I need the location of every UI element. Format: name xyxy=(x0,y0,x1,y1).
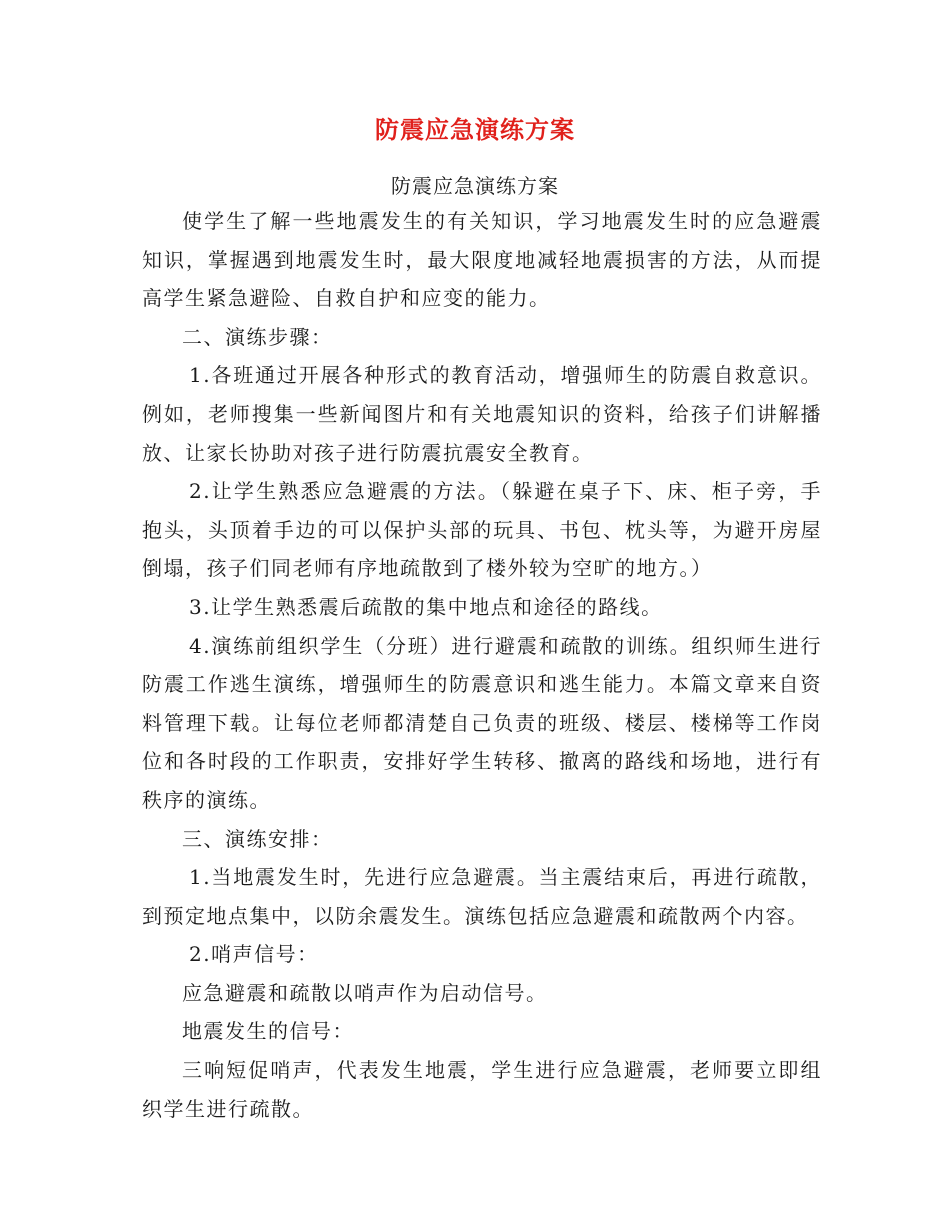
document-subtitle: 防震应急演练方案 xyxy=(391,174,559,198)
step-item-3: 3.让学生熟悉震后疏散的集中地点和途径的路线。 xyxy=(189,594,663,619)
section-heading-arrangement: 三、演练安排： xyxy=(182,826,333,851)
document-body xyxy=(142,202,822,1128)
intro-paragraph: 使学生了解一些地震发生的有关知识，学习地震发生时的应急避震知识，掌握遇到地震发生时，最大限度地减轻地震损害的方法，从而提高学生紧急避险、自救自护和应变的能力。 xyxy=(142,209,822,311)
step-item-2: 2.让学生熟悉应急避震的方法。（躲避在桌子下、床、柜子旁，手抱头，头顶着手边的可以保护头部的玩具、书包、枕头等，为避开房屋倒塌，孩子们同老师有序地疏散到了楼外较为空旷的地方。） xyxy=(142,479,822,581)
document-title: 防震应急演练方案 xyxy=(375,115,575,144)
step-item-4: 4.演练前组织学生（分班）进行避震和疏散的训练。组织师生进行防震工作逃生演练，增强师生的防震意识和逃生能力。本篇文章来自资料管理下载。让每位老师都清楚自己负责的班级、楼层、楼梯等工作岗位和各时段的工作职责，安排好学生转移、撤离的路线和场地，进行有秩序的演练。 xyxy=(142,633,822,812)
whistle-signal-paragraph: 应急避震和疏散以哨声作为启动信号。 xyxy=(182,980,548,1005)
arrangement-item-2: 2.哨声信号： xyxy=(189,942,319,967)
earthquake-signal-heading: 地震发生的信号： xyxy=(182,1019,354,1044)
step-item-1: 1.各班通过开展各种形式的教育活动，增强师生的防震自救意识。例如，老师搜集一些新闻图片和有关地震知识的资料，给孩子们讲解播放、让家长协助对孩子进行防震抗震安全教育。 xyxy=(142,363,822,465)
section-heading-steps: 二、演练步骤： xyxy=(182,324,333,349)
earthquake-signal-paragraph: 三响短促哨声，代表发生地震，学生进行应急避震，老师要立即组织学生进行疏散。 xyxy=(142,1058,822,1121)
arrangement-item-1: 1.当地震发生时，先进行应急避震。当主震结束后，再进行疏散，到预定地点集中，以防余震发生。演练包括应急避震和疏散两个内容。 xyxy=(142,865,822,928)
